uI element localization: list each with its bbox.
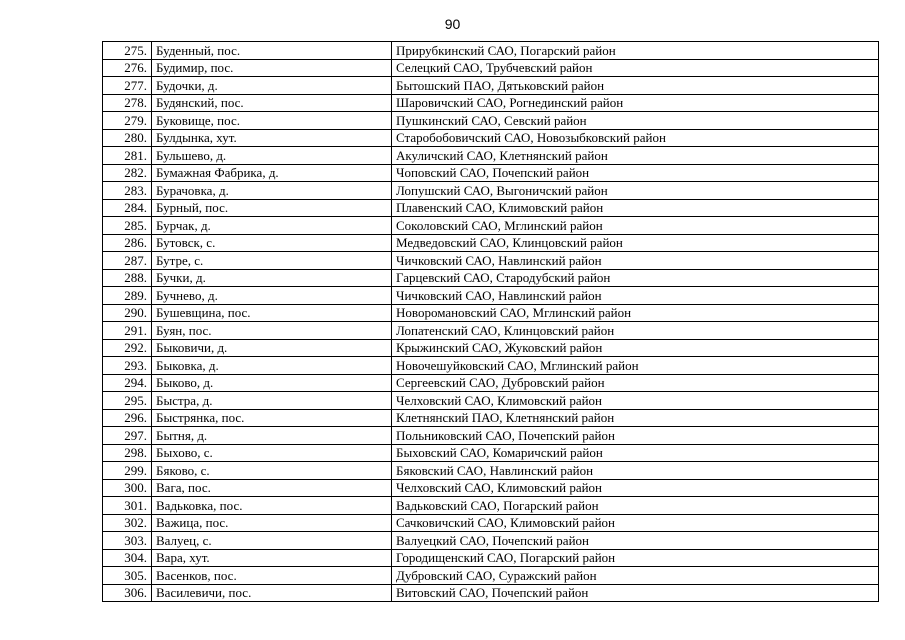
row-number-cell: 279.: [103, 112, 152, 130]
table-row: [103, 304, 879, 322]
row-number-cell: 281.: [103, 147, 152, 165]
administration-cell: Крыжинский САО, Жуковский район: [392, 339, 879, 357]
administration-cell: Чичковский САО, Навлинский район: [392, 252, 879, 270]
settlement-name-cell: Бутовск, с.: [152, 234, 392, 252]
settlement-name-cell: Василевичи, пос.: [152, 584, 392, 602]
administration-cell: Валуецкий САО, Почепский район: [392, 532, 879, 550]
row-number-cell: 287.: [103, 252, 152, 270]
row-number-cell: 289.: [103, 287, 152, 305]
row-number-cell: 305.: [103, 567, 152, 585]
row-number-cell: 275.: [103, 42, 152, 60]
row-number-cell: 299.: [103, 462, 152, 480]
table-row: [103, 199, 879, 217]
settlement-name-cell: Быстра, д.: [152, 392, 392, 410]
table-row: [103, 94, 879, 112]
settlement-name-cell: Вага, пос.: [152, 479, 392, 497]
administration-cell: Бяковский САО, Навлинский район: [392, 462, 879, 480]
settlement-name-cell: Важица, пос.: [152, 514, 392, 532]
administration-cell: Чоповский САО, Почепский район: [392, 164, 879, 182]
settlement-name-cell: Быхово, с.: [152, 444, 392, 462]
settlement-name-cell: Будянский, пос.: [152, 94, 392, 112]
row-number-cell: 284.: [103, 199, 152, 217]
row-number-cell: 294.: [103, 374, 152, 392]
table-row: [103, 112, 879, 130]
administration-cell: Лопатенский САО, Клинцовский район: [392, 322, 879, 340]
table-row: [103, 374, 879, 392]
table-row: [103, 567, 879, 585]
administration-cell: Сачковичский САО, Климовский район: [392, 514, 879, 532]
row-number-cell: 296.: [103, 409, 152, 427]
administration-cell: Лопушский САО, Выгоничский район: [392, 182, 879, 200]
table-row: [103, 549, 879, 567]
settlement-name-cell: Быстрянка, пос.: [152, 409, 392, 427]
table-row: [103, 339, 879, 357]
administration-cell: Быховский САО, Комаричский район: [392, 444, 879, 462]
row-number-cell: 286.: [103, 234, 152, 252]
table-row: [103, 584, 879, 602]
administration-cell: Клетнянский ПАО, Клетнянский район: [392, 409, 879, 427]
settlement-name-cell: Васенков, пос.: [152, 567, 392, 585]
administration-cell: Челховский САО, Климовский район: [392, 392, 879, 410]
row-number-cell: 277.: [103, 77, 152, 95]
row-number-cell: 301.: [103, 497, 152, 515]
administration-cell: Медведовский САО, Клинцовский район: [392, 234, 879, 252]
administration-cell: Пушкинский САО, Севский район: [392, 112, 879, 130]
settlement-name-cell: Буян, пос.: [152, 322, 392, 340]
row-number-cell: 298.: [103, 444, 152, 462]
settlement-name-cell: Бурный, пос.: [152, 199, 392, 217]
settlement-name-cell: Бутре, с.: [152, 252, 392, 270]
settlement-name-cell: Вадьковка, пос.: [152, 497, 392, 515]
table-row: [103, 444, 879, 462]
row-number-cell: 292.: [103, 339, 152, 357]
table-row: [103, 514, 879, 532]
row-number-cell: 291.: [103, 322, 152, 340]
table-row: [103, 322, 879, 340]
table-row: [103, 164, 879, 182]
table-row: [103, 532, 879, 550]
administration-cell: Прирубкинский САО, Погарский район: [392, 42, 879, 60]
row-number-cell: 280.: [103, 129, 152, 147]
row-number-cell: 283.: [103, 182, 152, 200]
settlement-name-cell: Буковище, пос.: [152, 112, 392, 130]
administration-cell: Шаровичский САО, Рогнединский район: [392, 94, 879, 112]
row-number-cell: 276.: [103, 59, 152, 77]
settlement-name-cell: Бяково, с.: [152, 462, 392, 480]
table-row: [103, 42, 879, 60]
administration-cell: Вадьковский САО, Погарский район: [392, 497, 879, 515]
table-row: [103, 479, 879, 497]
settlement-name-cell: Бушевщина, пос.: [152, 304, 392, 322]
table-row: [103, 59, 879, 77]
row-number-cell: 285.: [103, 217, 152, 235]
row-number-cell: 295.: [103, 392, 152, 410]
table-row: [103, 234, 879, 252]
row-number-cell: 293.: [103, 357, 152, 375]
administration-cell: Бытошский ПАО, Дятьковский район: [392, 77, 879, 95]
row-number-cell: 300.: [103, 479, 152, 497]
table-row: [103, 182, 879, 200]
settlement-name-cell: Бучки, д.: [152, 269, 392, 287]
table-row: [103, 269, 879, 287]
settlement-name-cell: Бумажная Фабрика, д.: [152, 164, 392, 182]
administration-cell: Польниковский САО, Почепский район: [392, 427, 879, 445]
table-row: [103, 427, 879, 445]
settlements-table: [102, 41, 879, 602]
page-number: 90: [444, 16, 461, 32]
table-row: [103, 217, 879, 235]
settlement-name-cell: Быково, д.: [152, 374, 392, 392]
settlement-name-cell: Бучнево, д.: [152, 287, 392, 305]
settlement-name-cell: Бытня, д.: [152, 427, 392, 445]
administration-cell: Челховский САО, Климовский район: [392, 479, 879, 497]
settlements-table-body: [103, 42, 879, 602]
table-row: [103, 287, 879, 305]
administration-cell: Новочешуйковский САО, Мглинский район: [392, 357, 879, 375]
administration-cell: Сергеевский САО, Дубровский район: [392, 374, 879, 392]
table-row: [103, 252, 879, 270]
table-row: [103, 392, 879, 410]
settlement-name-cell: Буденный, пос.: [152, 42, 392, 60]
row-number-cell: 302.: [103, 514, 152, 532]
administration-cell: Витовский САО, Почепский район: [392, 584, 879, 602]
table-row: [103, 409, 879, 427]
administration-cell: Селецкий САО, Трубчевский район: [392, 59, 879, 77]
administration-cell: Чичковский САО, Навлинский район: [392, 287, 879, 305]
settlement-name-cell: Булдынка, хут.: [152, 129, 392, 147]
row-number-cell: 297.: [103, 427, 152, 445]
settlement-name-cell: Будимир, пос.: [152, 59, 392, 77]
table-row: [103, 462, 879, 480]
administration-cell: Старобобовичский САО, Новозыбковский район: [392, 129, 879, 147]
row-number-cell: 303.: [103, 532, 152, 550]
row-number-cell: 290.: [103, 304, 152, 322]
row-number-cell: 282.: [103, 164, 152, 182]
settlement-name-cell: Вара, хут.: [152, 549, 392, 567]
settlement-name-cell: Бурчак, д.: [152, 217, 392, 235]
row-number-cell: 306.: [103, 584, 152, 602]
settlement-name-cell: Быковичи, д.: [152, 339, 392, 357]
table-row: [103, 497, 879, 515]
row-number-cell: 304.: [103, 549, 152, 567]
settlement-name-cell: Быковка, д.: [152, 357, 392, 375]
settlement-name-cell: Бурачовка, д.: [152, 182, 392, 200]
table-row: [103, 147, 879, 165]
settlement-name-cell: Валуец, с.: [152, 532, 392, 550]
table-row: [103, 129, 879, 147]
administration-cell: Городищенский САО, Погарский район: [392, 549, 879, 567]
settlement-name-cell: Бульшево, д.: [152, 147, 392, 165]
row-number-cell: 288.: [103, 269, 152, 287]
table-row: [103, 357, 879, 375]
settlement-name-cell: Будочки, д.: [152, 77, 392, 95]
row-number-cell: 278.: [103, 94, 152, 112]
administration-cell: Дубровский САО, Суражский район: [392, 567, 879, 585]
administration-cell: Новоромановский САО, Мглинский район: [392, 304, 879, 322]
administration-cell: Акуличский САО, Клетнянский район: [392, 147, 879, 165]
administration-cell: Плавенский САО, Климовский район: [392, 199, 879, 217]
administration-cell: Соколовский САО, Мглинский район: [392, 217, 879, 235]
table-row: [103, 77, 879, 95]
administration-cell: Гарцевский САО, Стародубский район: [392, 269, 879, 287]
